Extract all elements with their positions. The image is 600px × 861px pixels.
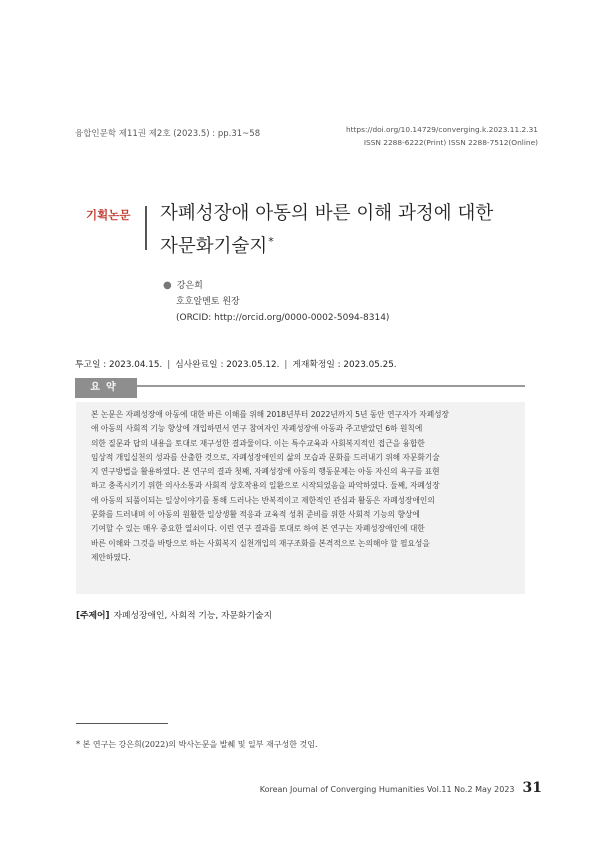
abstract-heading: 요약 xyxy=(75,378,137,398)
author-name-row xyxy=(163,278,389,294)
abstract-line: 본 논문은 자폐성장애 아동에 대한 바른 이해를 위해 2018년부터 2022년까지 5년 동안 연구자가 자폐성장 xyxy=(91,410,449,419)
title-line-2-text: 자문화기술지 xyxy=(160,236,268,258)
abstract-line: 제안하였다. xyxy=(91,552,131,562)
title-divider xyxy=(145,206,147,250)
author-orcid: (ORCID: http://orcid.org/0000-0002-5094-8314) xyxy=(176,313,390,323)
keywords-text: 자폐성장애인, 사회적 기능, 자문화기술지 xyxy=(113,611,272,621)
date-submitted: 투고일 : 2023.04.15. xyxy=(75,360,163,370)
article-category: 기획논문 xyxy=(86,208,131,222)
footnote-rule xyxy=(76,723,168,724)
abstract-line: 바른 이해와 그것을 바탕으로 하는 사회복지 실천개입의 재구조화를 본격적으로 논의해야 할 필요성을 xyxy=(91,538,430,548)
abstract-line: 의한 질문과 답의 내용을 토대로 재구성한 결과물이다. 이는 특수교육과 사회복지적인 접근을 융합한 xyxy=(91,438,425,448)
abstract-line: 기여할 수 있는 매우 중요한 열쇠이다. 이런 연구 결과를 토대로 하여 본 연구는 자폐성장애인에 대한 xyxy=(91,524,425,534)
doi-link[interactable]: https://doi.org/10.14729/converging.k.2023.11.2.31 xyxy=(345,125,538,134)
author-name: 강은희 xyxy=(176,281,203,291)
abstract-line: 애 아동의 사회적 기능 향상에 개입하면서 연구 참여자인 자폐성장애 아동과 주고받았던 6하 원칙에 xyxy=(91,424,423,434)
article-title xyxy=(160,200,560,261)
abstract-line: 애 아동의 되풀이되는 일상이야기를 통해 드러나는 반복적이고 제한적인 관심과 활동은 자폐성장애인의 xyxy=(91,495,435,505)
date-separator: | xyxy=(167,360,171,370)
abstract-line: 하고 충족시키기 위한 의사소통과 사회적 상호작용의 일환으로 시작되었음을 파악하였다. 둘째, 자폐성장 xyxy=(91,481,440,491)
title-line-1: 자폐성장애 아동의 바른 이해 과정에 대한 xyxy=(160,203,494,224)
abstract-line: 문화를 드러내며 이 아동의 원활한 일상생활 적응과 교육적 성취 준비를 위한 사회적 기능의 향상에 xyxy=(91,510,420,520)
title-line-2 xyxy=(160,228,560,261)
title-footnote-mark: * xyxy=(268,235,274,248)
author-block xyxy=(163,278,389,326)
footer-journal: Korean Journal of Converging Humanities Vol.11 No.2 May 2023 xyxy=(259,785,515,794)
page-footer xyxy=(260,780,542,796)
page-number: 31 xyxy=(522,780,542,796)
author-affiliation: 호호알멘토 원장 xyxy=(176,297,240,307)
doi-issn-block xyxy=(346,123,538,149)
abstract-text xyxy=(91,408,519,565)
keywords xyxy=(76,608,272,621)
issn-text: ISSN 2288-6222(Print) ISSN 2288-7512(Online) xyxy=(363,138,538,147)
abstract-rule xyxy=(75,385,525,387)
keywords-label: [주제어] xyxy=(76,611,110,621)
article-dates xyxy=(75,357,397,370)
journal-reference: 융합인문학 제11권 제2호 (2023.5) : pp.31~58 xyxy=(75,129,261,139)
date-separator: | xyxy=(284,360,288,370)
footnote: * 본 연구는 강은희(2022)의 박사논문을 발췌 및 일부 재구성한 것임. xyxy=(76,740,318,749)
date-reviewed: 심사완료일 : 2023.05.12. xyxy=(175,360,280,370)
date-accepted: 게재확정일 : 2023.05.25. xyxy=(292,360,397,370)
bullet-icon: ● xyxy=(163,280,172,291)
abstract-line: 지 연구방법을 활용하였다. 본 연구의 결과 첫째, 자폐성장애 아동의 행동문제는 아동 자신의 욕구를 표현 xyxy=(91,467,440,477)
abstract-line: 임상적 개입실천의 성과를 산출한 것으로, 자폐성장애인의 삶의 모습과 문화를 드러내기 위해 자문화기술 xyxy=(91,452,440,462)
